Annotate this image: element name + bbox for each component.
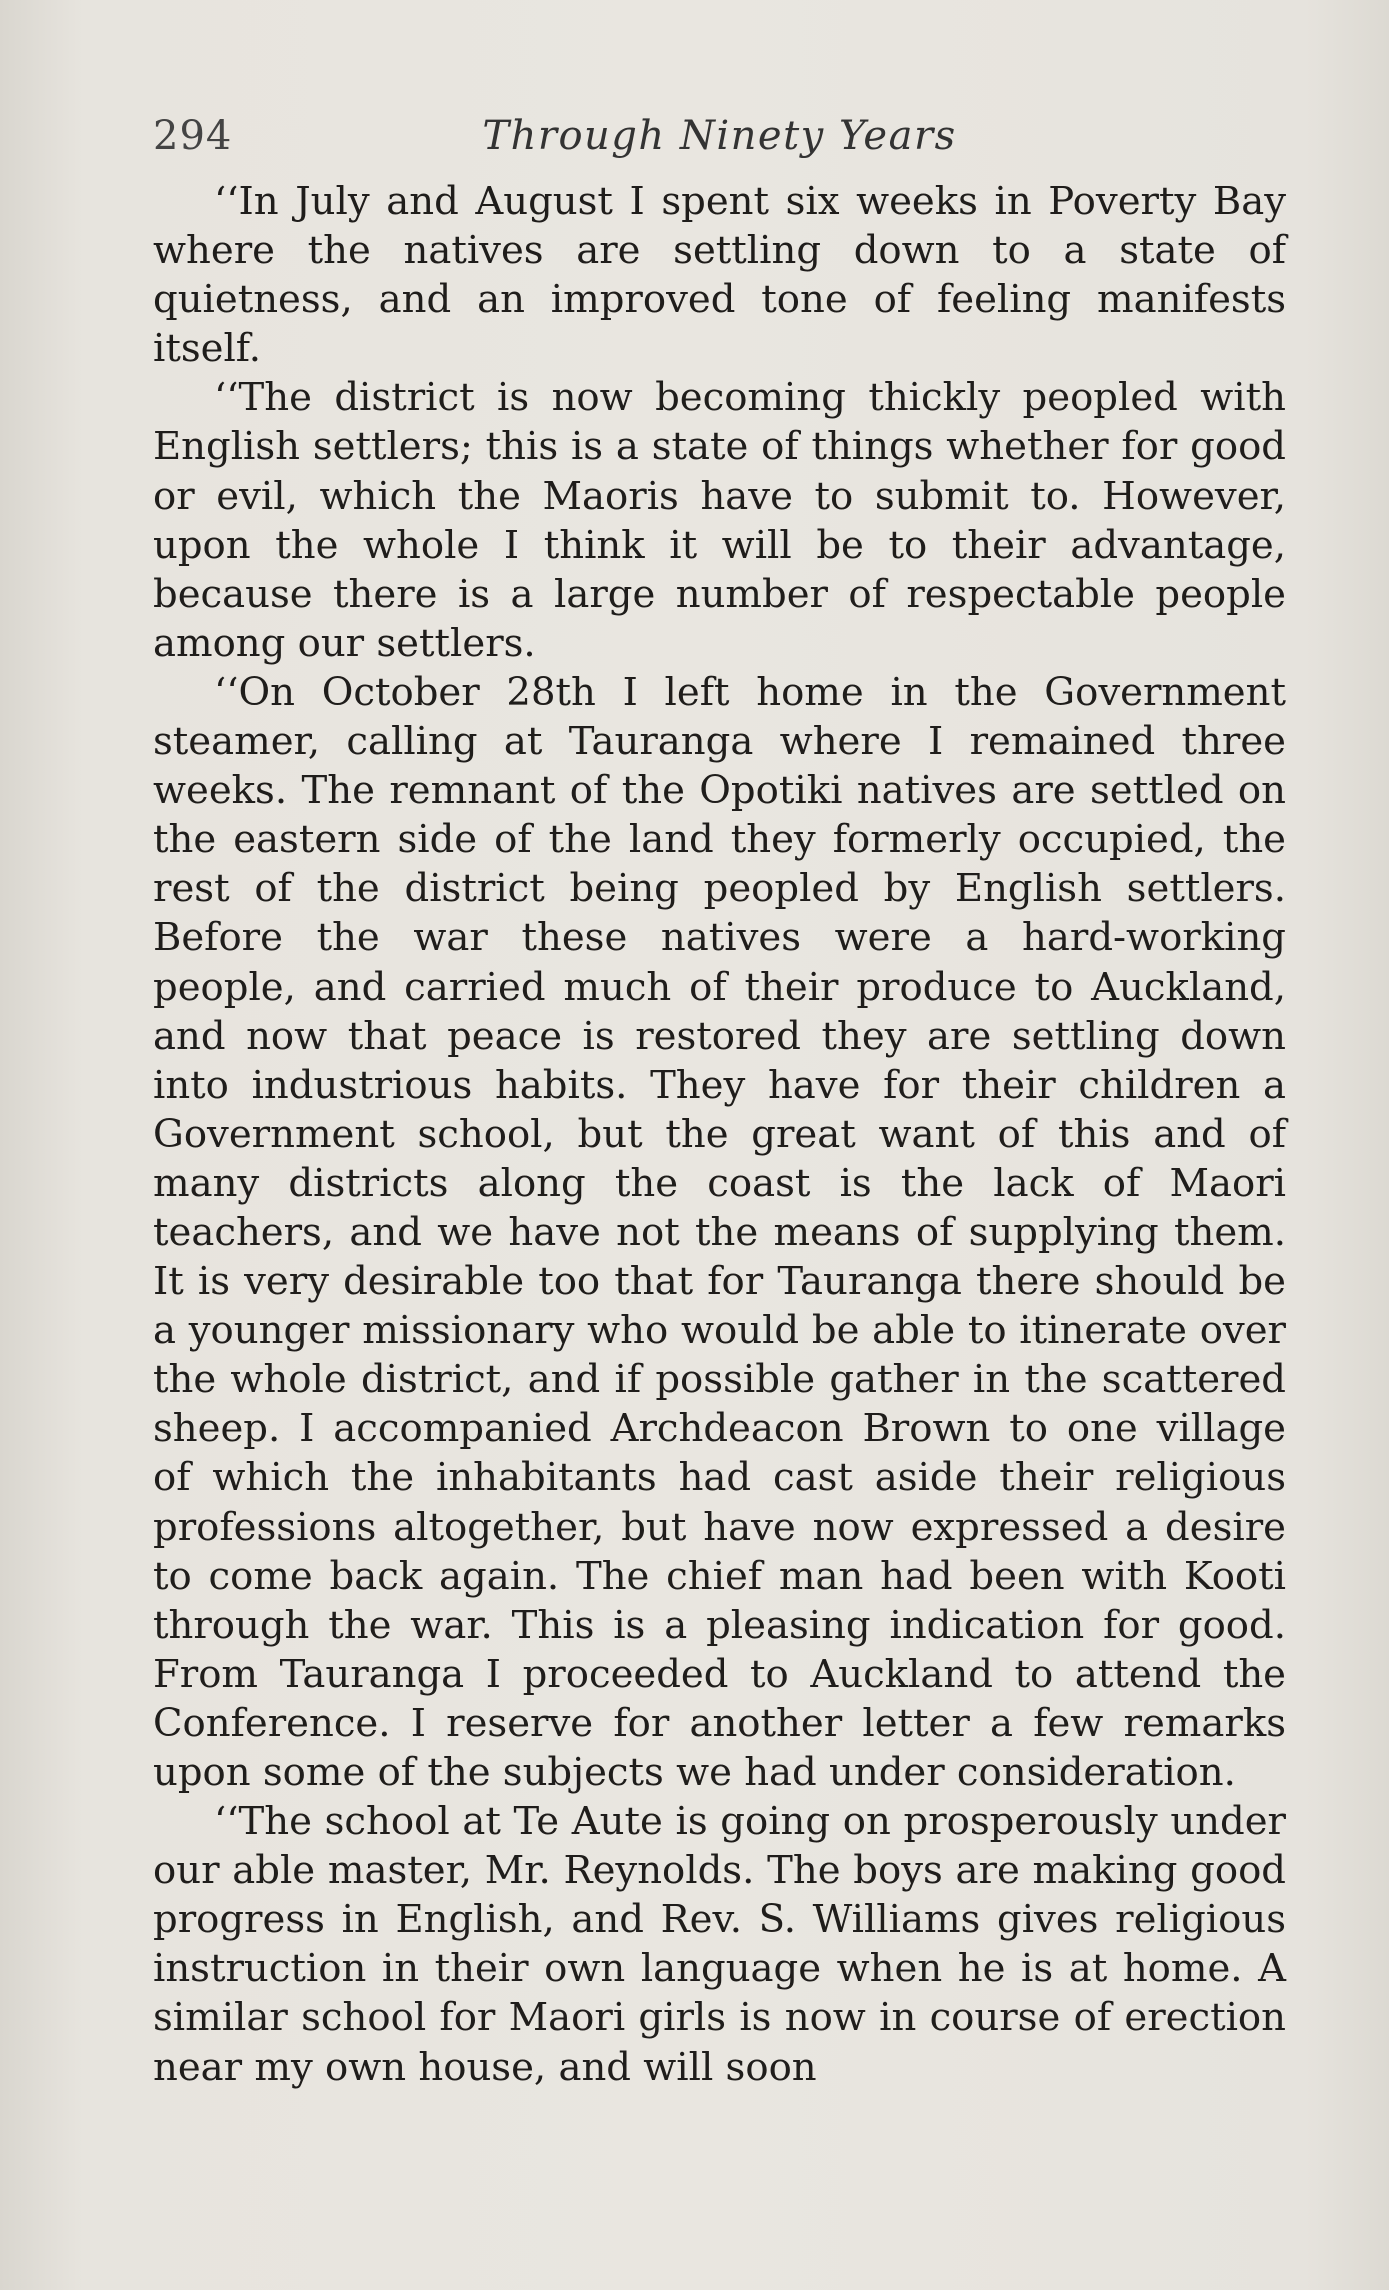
paragraph-te-aute-school: ‘‘The school at Te Aute is going on prosperously under our able master, Mr. Reynolds. The boys are making good progress in English, and Rev. S. Williams gives religious instruction in their own language when he is at home. A similar school for Maori girls is now in course of erection near my own house, and will soon (153, 1799, 1286, 2090)
page-number: 294 (153, 113, 233, 159)
paragraph-tauranga-visit: ‘‘On October 28th I left home in the Government steamer, calling at Tauranga where I remained three weeks. The remnant of the Opotiki natives are settled on the eastern side of the land they formerly occupied, the rest of the district being peopled by English settlers. Before the war these natives were a hard-working people, and carried much of their produce to Auckland, and now that peace is restored they are settling down into industrious habits. They have for their children a Government school, but the great want of this and of many districts along the coast is the lack of Maori teachers, and we have not the means of supplying them. It is very desirable too that for Tauranga there should be a younger missionary who would be able to itinerate over the whole district, and if possible gather in the scattered sheep. I accompanied Archdeacon Brown to one village of which the inhabitants had cast aside their religious professions altogether, but have now expressed a desire to come back again. The chief man had been with Kooti through the war. This is a pleasing indication for good. From Tauranga I proceeded to Auckland to attend the Conference. I reserve for another letter a few remarks upon some of the subjects we had under consideration. (153, 669, 1286, 1795)
paragraph-poverty-bay: ‘‘In July and August I spent six weeks in Poverty Bay where the natives are settling down to a state of quietness, and an improved tone of feeling manifests itself. (153, 179, 1286, 372)
paragraph-english-settlers: ‘‘The district is now becoming thickly peopled with English settlers; this is a state of things whether for good or evil, which the Maoris have to submit to. However, upon the whole I think it will be to their advantage, because there is a large number of respectable people among our settlers. (153, 375, 1286, 666)
body-text (153, 177, 1286, 2092)
running-title: Through Ninety Years (482, 113, 957, 159)
page-header (153, 110, 1286, 170)
